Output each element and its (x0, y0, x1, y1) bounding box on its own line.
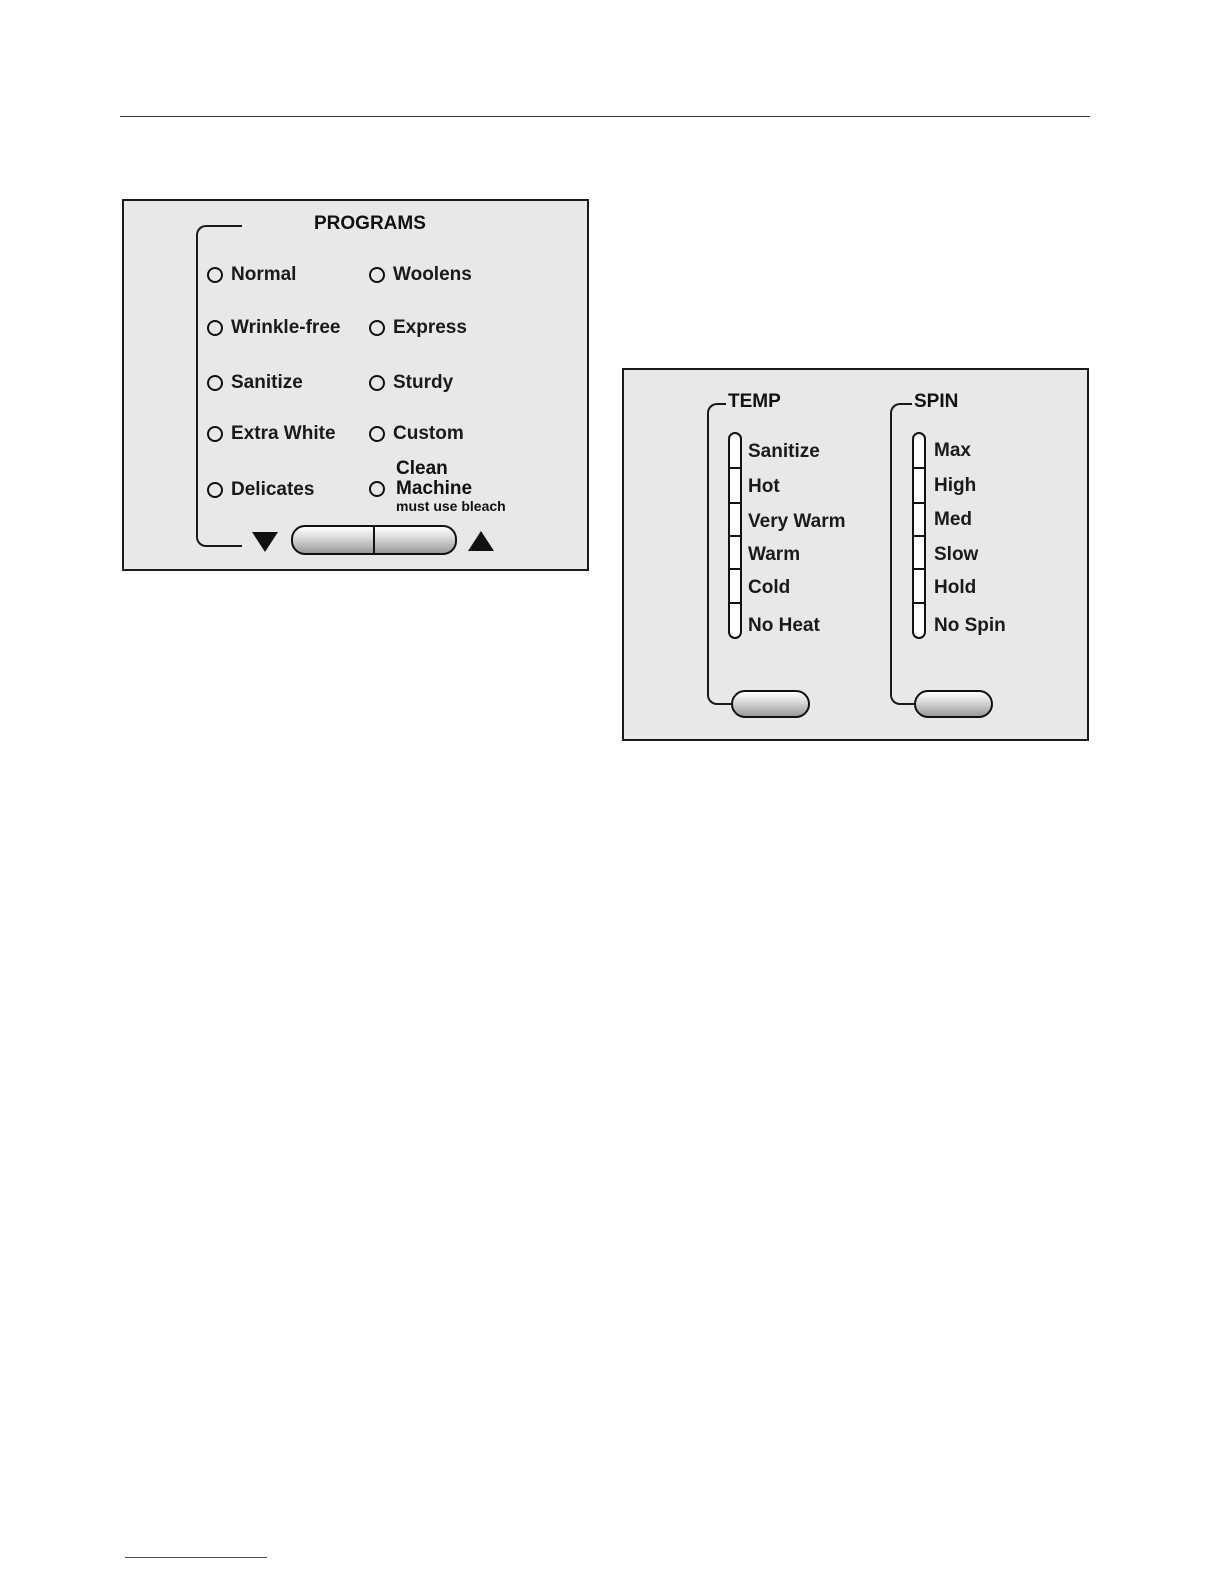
program-express[interactable] (369, 317, 467, 339)
footer-rule (125, 1557, 267, 1558)
temp-button[interactable] (731, 690, 810, 718)
program-label: Normal (231, 264, 297, 285)
spin-option-hold: Hold (934, 577, 977, 598)
program-sanitize[interactable] (207, 372, 303, 394)
spin-indicator-bar (912, 432, 926, 639)
program-label: Woolens (393, 264, 472, 285)
program-normal[interactable] (207, 264, 296, 286)
programs-panel (122, 199, 589, 571)
program-label: Sanitize (231, 372, 303, 393)
radio-indicator-icon (369, 426, 385, 442)
program-clean-machine[interactable] (369, 459, 539, 519)
program-label: Delicates (231, 479, 315, 500)
up-arrow-icon[interactable] (468, 531, 494, 551)
radio-indicator-icon (369, 267, 385, 283)
temp-title: TEMP (728, 391, 781, 412)
temp-indicator-bar (728, 432, 742, 639)
program-wrinkle-free[interactable] (207, 317, 340, 339)
program-label: Express (393, 317, 467, 338)
program-label: Sturdy (393, 372, 454, 393)
program-label: Custom (393, 423, 464, 444)
down-arrow-icon[interactable] (252, 532, 278, 552)
temp-option-hot: Hot (748, 476, 780, 497)
programs-title: PROGRAMS (314, 213, 426, 234)
program-custom[interactable] (369, 423, 464, 445)
program-label: Extra White (231, 423, 336, 444)
program-selector-button[interactable] (291, 525, 457, 555)
header-rule (120, 116, 1090, 117)
spin-title: SPIN (914, 391, 959, 412)
clean-machine-line1: Clean (396, 458, 448, 479)
clean-machine-note: must use bleach (396, 498, 506, 514)
program-label: Wrinkle-free (231, 317, 341, 338)
spin-option-max: Max (934, 440, 971, 461)
radio-indicator-icon (369, 375, 385, 391)
temp-option-no-heat: No Heat (748, 615, 820, 636)
temp-spin-panel (622, 368, 1089, 741)
radio-indicator-icon (207, 267, 223, 283)
program-selector-divider (373, 527, 375, 553)
clean-machine-line2: Machine (396, 478, 473, 499)
spin-button[interactable] (914, 690, 993, 718)
radio-indicator-icon (369, 320, 385, 336)
spin-option-high: High (934, 475, 977, 496)
radio-indicator-icon (207, 375, 223, 391)
temp-option-very-warm: Very Warm (748, 511, 846, 532)
radio-indicator-icon (207, 426, 223, 442)
program-extra-white[interactable] (207, 423, 336, 445)
spin-option-no-spin: No Spin (934, 615, 1006, 636)
program-woolens[interactable] (369, 264, 472, 286)
radio-indicator-icon (369, 481, 385, 497)
radio-indicator-icon (207, 320, 223, 336)
temp-option-warm: Warm (748, 544, 801, 565)
temp-option-cold: Cold (748, 577, 791, 598)
radio-indicator-icon (207, 482, 223, 498)
program-delicates[interactable] (207, 479, 314, 501)
temp-option-sanitize: Sanitize (748, 441, 820, 462)
spin-option-slow: Slow (934, 544, 979, 565)
program-sturdy[interactable] (369, 372, 453, 394)
spin-option-med: Med (934, 509, 972, 530)
